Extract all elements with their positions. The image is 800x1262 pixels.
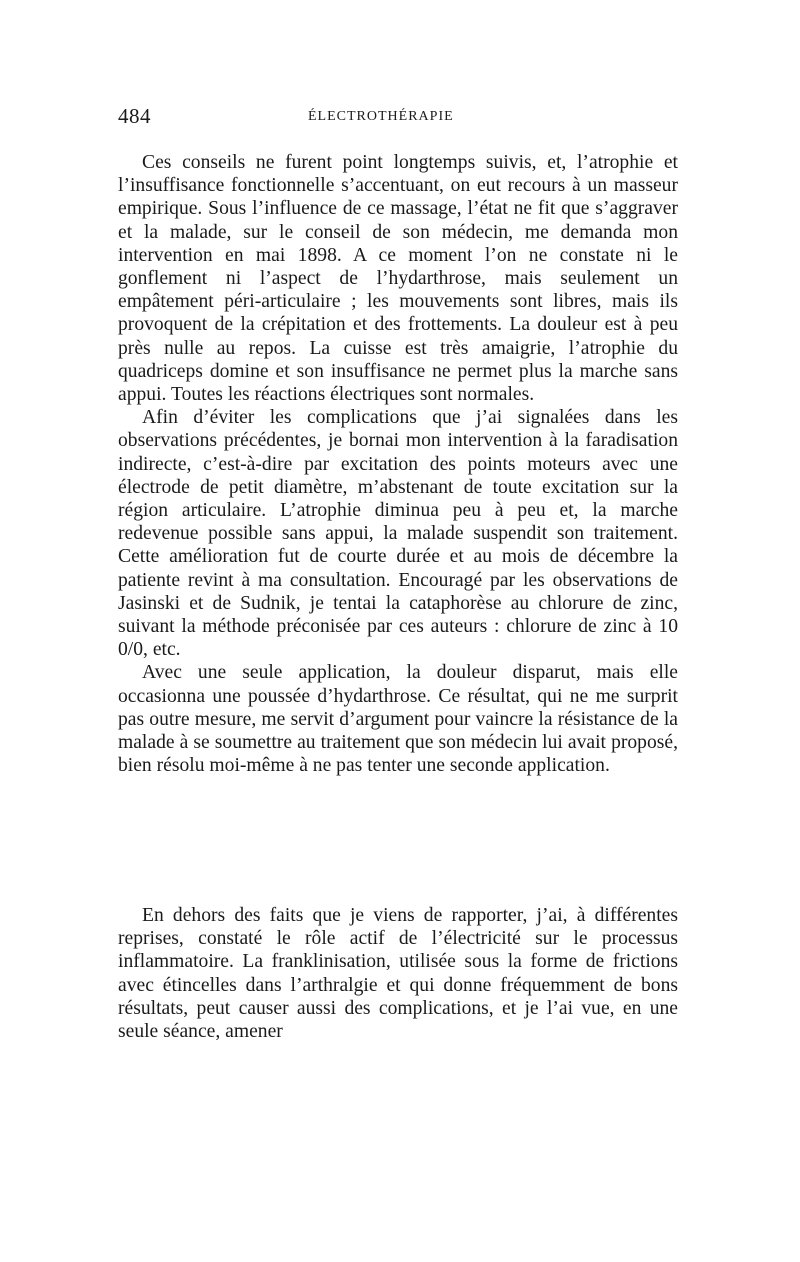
text-block-upper (118, 151, 678, 777)
page-number: 484 (118, 104, 151, 128)
text-block-lower (118, 904, 678, 1043)
paragraph-faradisation: Afin d’éviter les complications que j’ai signalées dans les observations précédentes, je bornai mon intervention à la faradisation indirecte, c’est-à-dire par excitation des points moteurs avec une électrode de petit diamètre, m’abstenant de toute excitation sur la région articulaire. L’atrophie diminua peu à peu et, la marche redevenue possible sans appui, la malade suspendit son traitement. Cette amélioration fut de courte durée et au mois de décembre la patiente revint à ma consultation. Encouragé par les observations de Jasinski et de Sudnik, je tentai la cataphorèse au chlorure de zinc, suivant la méthode préconisée par ces auteurs : chlorure de zinc à 10 0/0, etc. (118, 407, 678, 661)
paragraph-atrophy-history: Ces conseils ne furent point longtemps suivis, et, l’atrophie et l’insuffisance fonctionnelle s’accentuant, on eut recours à un masseur empirique. Sous l’influence de ce massage, l’état ne fit que s’aggraver et la malade, sur le conseil de son médecin, me demanda mon intervention en mai 1898. A ce moment l’on ne constate ni le gonflement ni l’aspect de l’hydarthrose, mais seulement un empâtement péri-articulaire ; les mouvements sont libres, mais ils provoquent de la crépitation et des frottements. La douleur est à peu près nulle au repos. La cuisse est très amaigrie, l’atrophie du quadriceps domine et son insuffisance ne permet plus la marche sans appui. Toutes les réactions électriques sont normales. (118, 152, 678, 406)
paragraph-franklinisation: En dehors des faits que je viens de rapporter, j’ai, à différentes reprises, constaté le rôle actif de l’électricité sur le processus inflammatoire. La franklinisation, utilisée sous la forme de frictions avec étincelles dans l’arthralgie et qui donne fréquemment de bons résultats, peut causer aussi des complications, et je l’ai vue, en une seule séance, amener (118, 905, 678, 1043)
running-head (118, 104, 678, 134)
running-title: ÉLECTROTHÉRAPIE (308, 109, 454, 124)
paragraph-single-application: Avec une seule application, la douleur disparut, mais elle occasionna une poussée d’hydarthrose. Ce résultat, qui ne me surprit pas outre mesure, me servit d’argument pour vaincre la résistance de la malade à se soumettre au traitement que son médecin lui avait proposé, bien résolu moi-même à ne pas tenter une seconde application. (118, 662, 678, 777)
